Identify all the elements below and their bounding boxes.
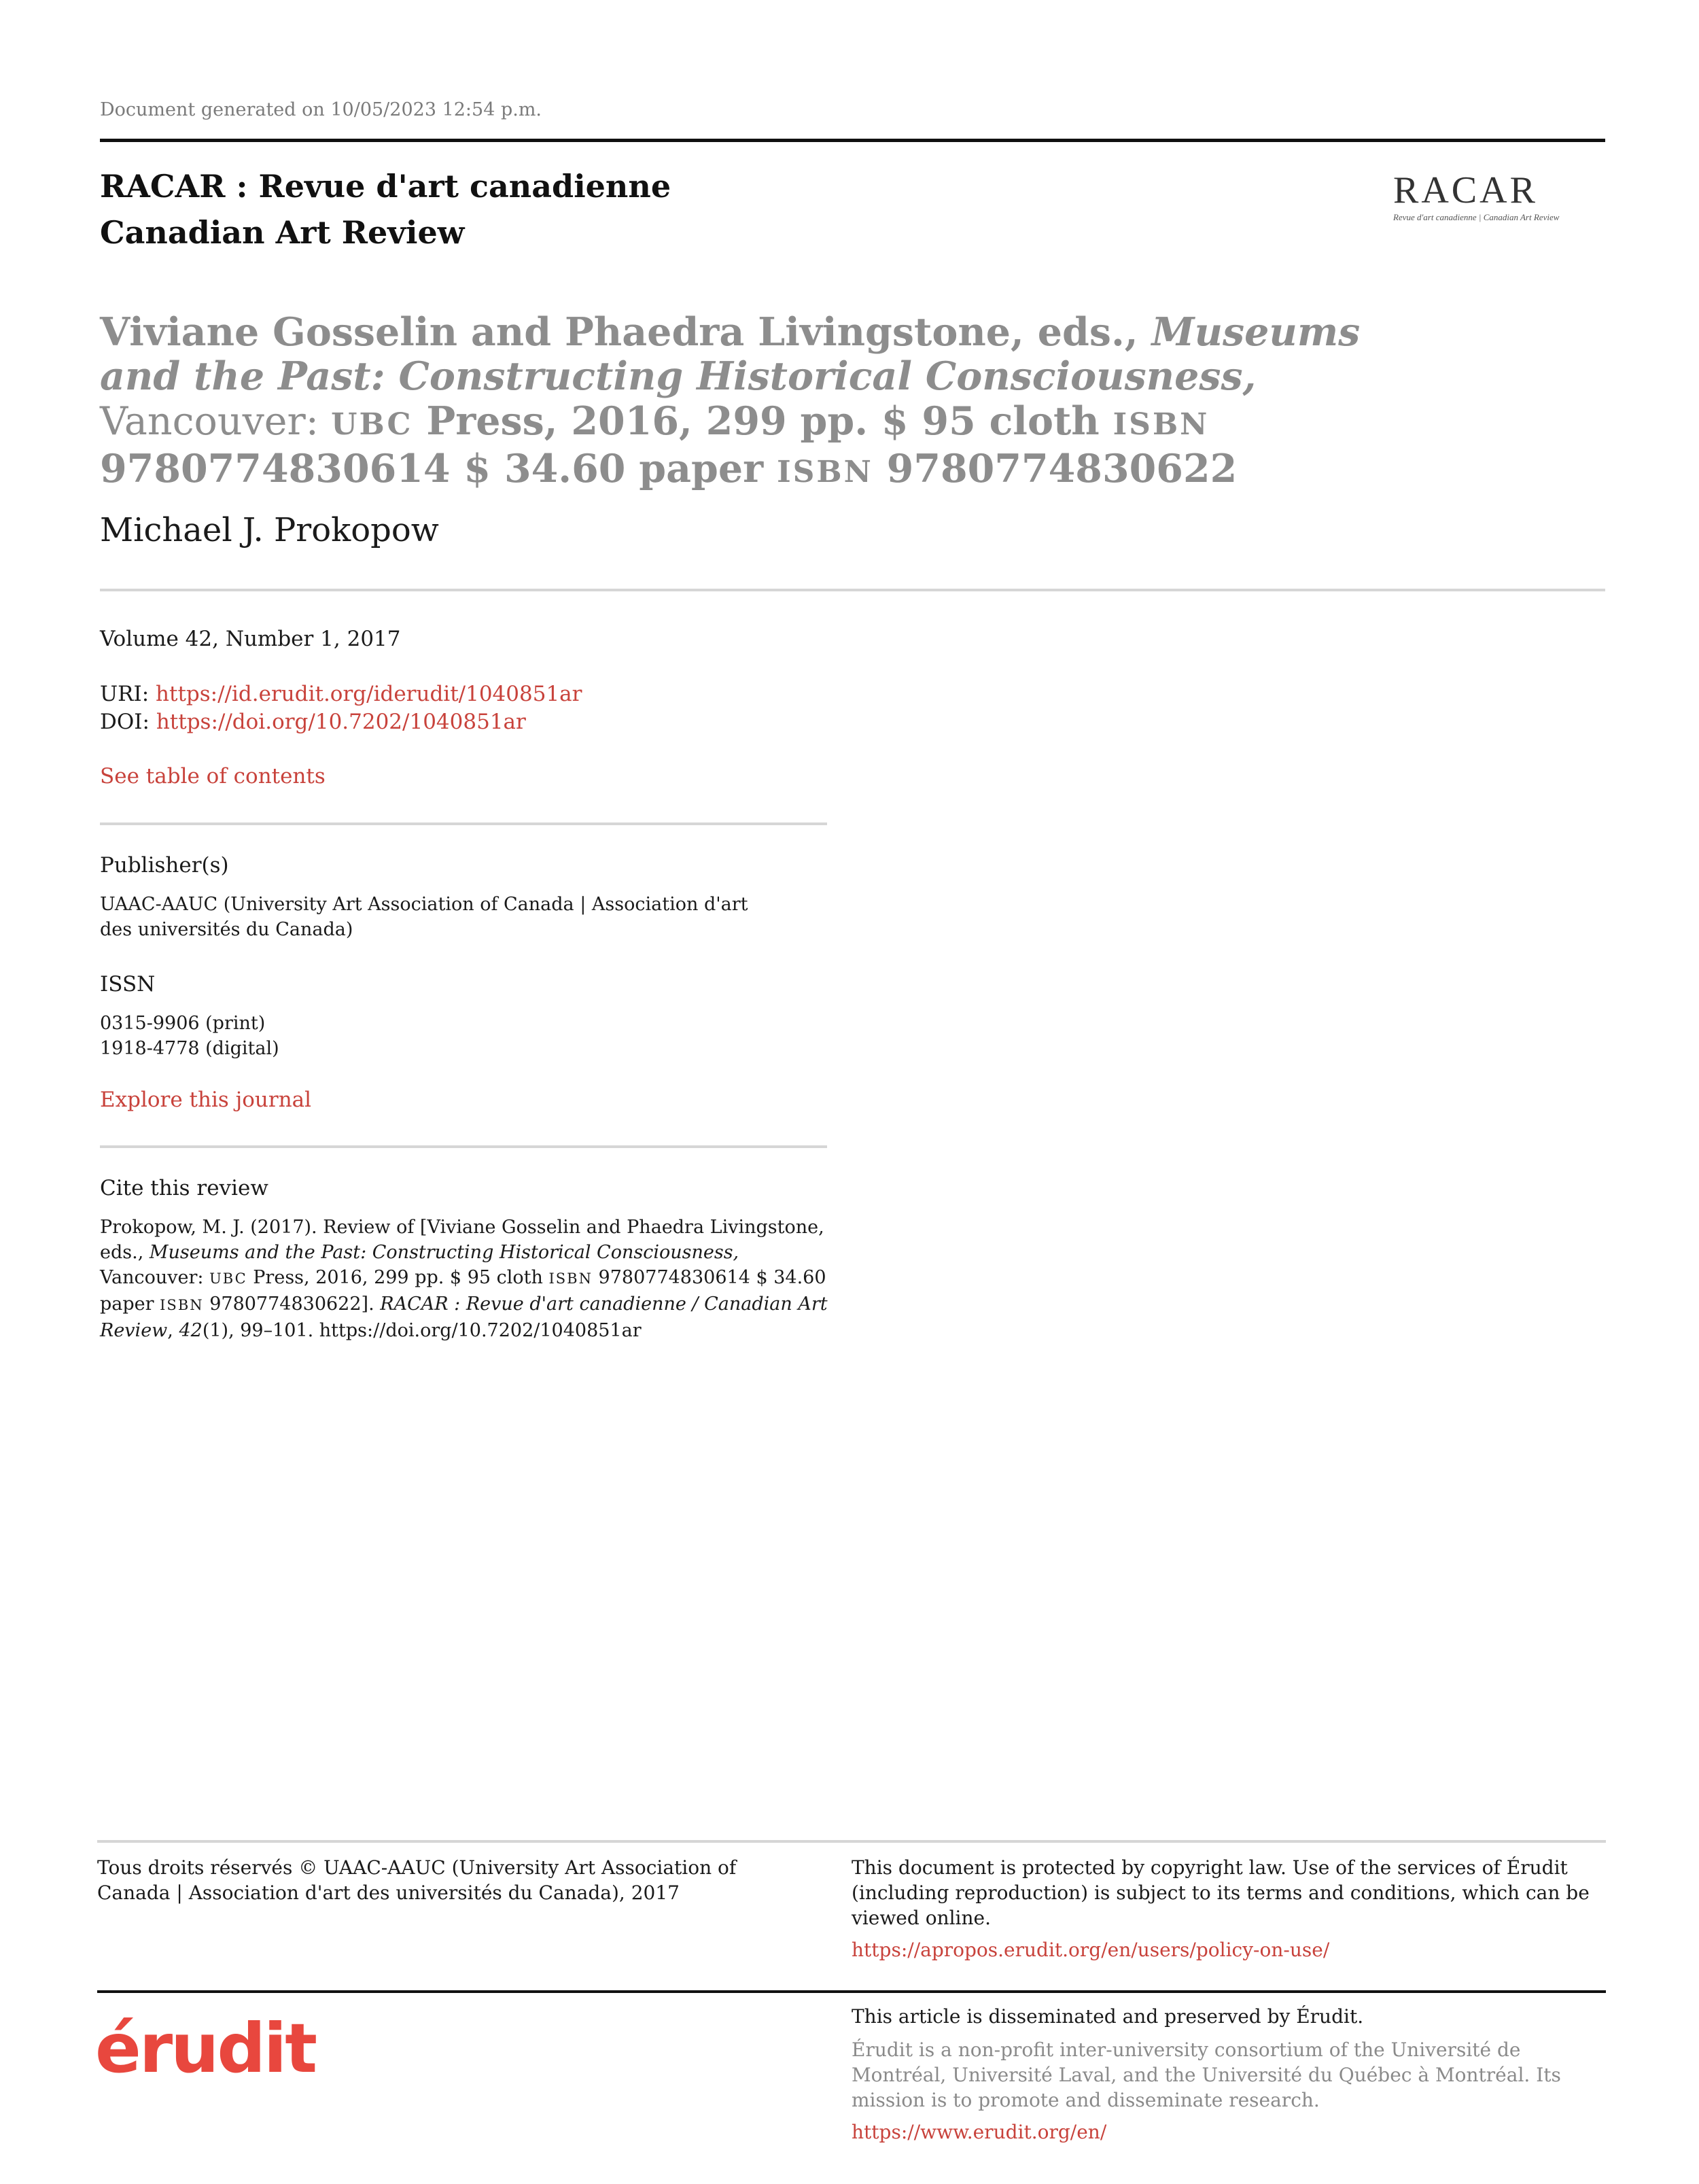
erudit-logo-text: érudit	[95, 2009, 315, 2085]
cite-part: 9780774830622].	[203, 1294, 381, 1315]
title-text: Press, 2016, 299 pp. $ 95 cloth	[413, 398, 1113, 444]
citation-text	[100, 1215, 834, 1343]
uri-row	[100, 680, 582, 708]
title-text: 9780774830614 $ 34.60 paper	[100, 446, 777, 491]
racar-logo	[1393, 171, 1604, 223]
cite-part: ,	[167, 1320, 179, 1341]
title-text: Vancouver:	[100, 399, 332, 444]
policy-link[interactable]: https://apropos.erudit.org/en/users/policy-on-use/	[852, 1939, 1330, 1961]
section-divider	[100, 589, 1605, 591]
cite-part: RACAR : Revue d'art canadienne / Canadian Art Review	[100, 1294, 828, 1341]
author-name: Michael J. Prokopow	[100, 511, 439, 549]
title-book: Museums and the Past: Constructing Historical Consciousness,	[100, 309, 1361, 399]
issn-digital: 1918-4778 (digital)	[100, 1038, 279, 1059]
racar-logo-subtitle: Revue d'art canadienne | Canadian Art Review	[1393, 212, 1560, 222]
racar-logo-text: RACAR	[1393, 169, 1538, 211]
cite-heading: Cite this review	[100, 1176, 268, 1200]
publisher-name: UAAC-AAUC (University Art Association of Canada | Association d'art des universités du Canada)	[100, 894, 748, 940]
title-smallcaps: ISBN	[1113, 407, 1210, 442]
cite-part: 42	[179, 1320, 203, 1341]
title-text: Viviane Gosselin and Phaedra Livingstone, eds.,	[100, 309, 1152, 355]
issn-values	[100, 1011, 827, 1061]
explore-journal-link[interactable]: Explore this journal	[100, 1088, 312, 1112]
doi-link[interactable]: https://doi.org/10.7202/1040851ar	[156, 710, 526, 734]
issn-heading: ISSN	[100, 972, 156, 996]
cite-part: Museums and the Past: Constructing Historical Consciousness,	[149, 1242, 739, 1263]
footer-rule	[97, 1990, 1606, 1993]
rights-notice: Tous droits réservés © UAAC-AAUC (University Art Association of Canada | Association d'art des universités du Canada), 2017	[97, 1856, 737, 1904]
title-smallcaps: ISBN	[777, 455, 873, 489]
copyright-notice: This document is protected by copyright law. Use of the services of Érudit (including reproduction) is subject to its terms and conditions, which can be viewed online.	[852, 1856, 1590, 1929]
journal-title-line2: Canadian Art Review	[100, 214, 465, 251]
journal-title	[100, 163, 671, 256]
cite-part: UBC	[209, 1270, 247, 1287]
section-divider	[100, 1145, 827, 1148]
identifiers	[100, 680, 582, 736]
generated-date: Document generated on 10/05/2023 12:54 p.m.	[100, 99, 542, 120]
cite-part: 9780774830614 $ 34.60 paper	[100, 1267, 826, 1315]
erudit-logo	[95, 2004, 319, 2085]
section-divider	[100, 822, 827, 825]
erudit-description: Érudit is a non-profit inter-university consortium of the Université de Montréal, Université Laval, and the Université du Québec à Montréal. Its mission is to promote and disseminate research.	[852, 2039, 1561, 2111]
table-of-contents-link[interactable]: See table of contents	[100, 764, 326, 788]
publisher-heading: Publisher(s)	[100, 853, 229, 878]
header-rule	[100, 139, 1605, 142]
journal-title-line1: RACAR : Revue d'art canadienne	[100, 168, 671, 205]
cite-part: Prokopow, M. J. (2017). Review of [Viviane Gosselin and Phaedra Livingstone, eds.,	[100, 1217, 824, 1263]
footer-divider	[97, 1840, 1606, 1843]
article-title	[100, 310, 1391, 494]
cite-part: (1), 99–101. https://doi.org/10.7202/1040851ar	[202, 1320, 642, 1341]
uri-link[interactable]: https://id.erudit.org/iderudit/1040851ar	[156, 682, 582, 706]
cite-part: ISBN	[160, 1297, 204, 1313]
doi-label: DOI:	[100, 710, 156, 734]
title-smallcaps: UBC	[331, 407, 413, 442]
cite-part: ISBN	[548, 1270, 593, 1287]
issn-print: 0315-9906 (print)	[100, 1013, 266, 1034]
cite-part: Vancouver:	[100, 1267, 210, 1288]
uri-label: URI:	[100, 682, 156, 706]
erudit-website-link[interactable]: https://www.erudit.org/en/	[852, 2121, 1107, 2143]
cite-part: Press, 2016, 299 pp. $ 95 cloth	[247, 1267, 549, 1288]
title-text: 9780774830622	[873, 446, 1238, 491]
disseminated-notice: This article is disseminated and preserved by Érudit.	[852, 2005, 1364, 2028]
volume-info: Volume 42, Number 1, 2017	[100, 627, 401, 651]
doi-row	[100, 708, 582, 736]
